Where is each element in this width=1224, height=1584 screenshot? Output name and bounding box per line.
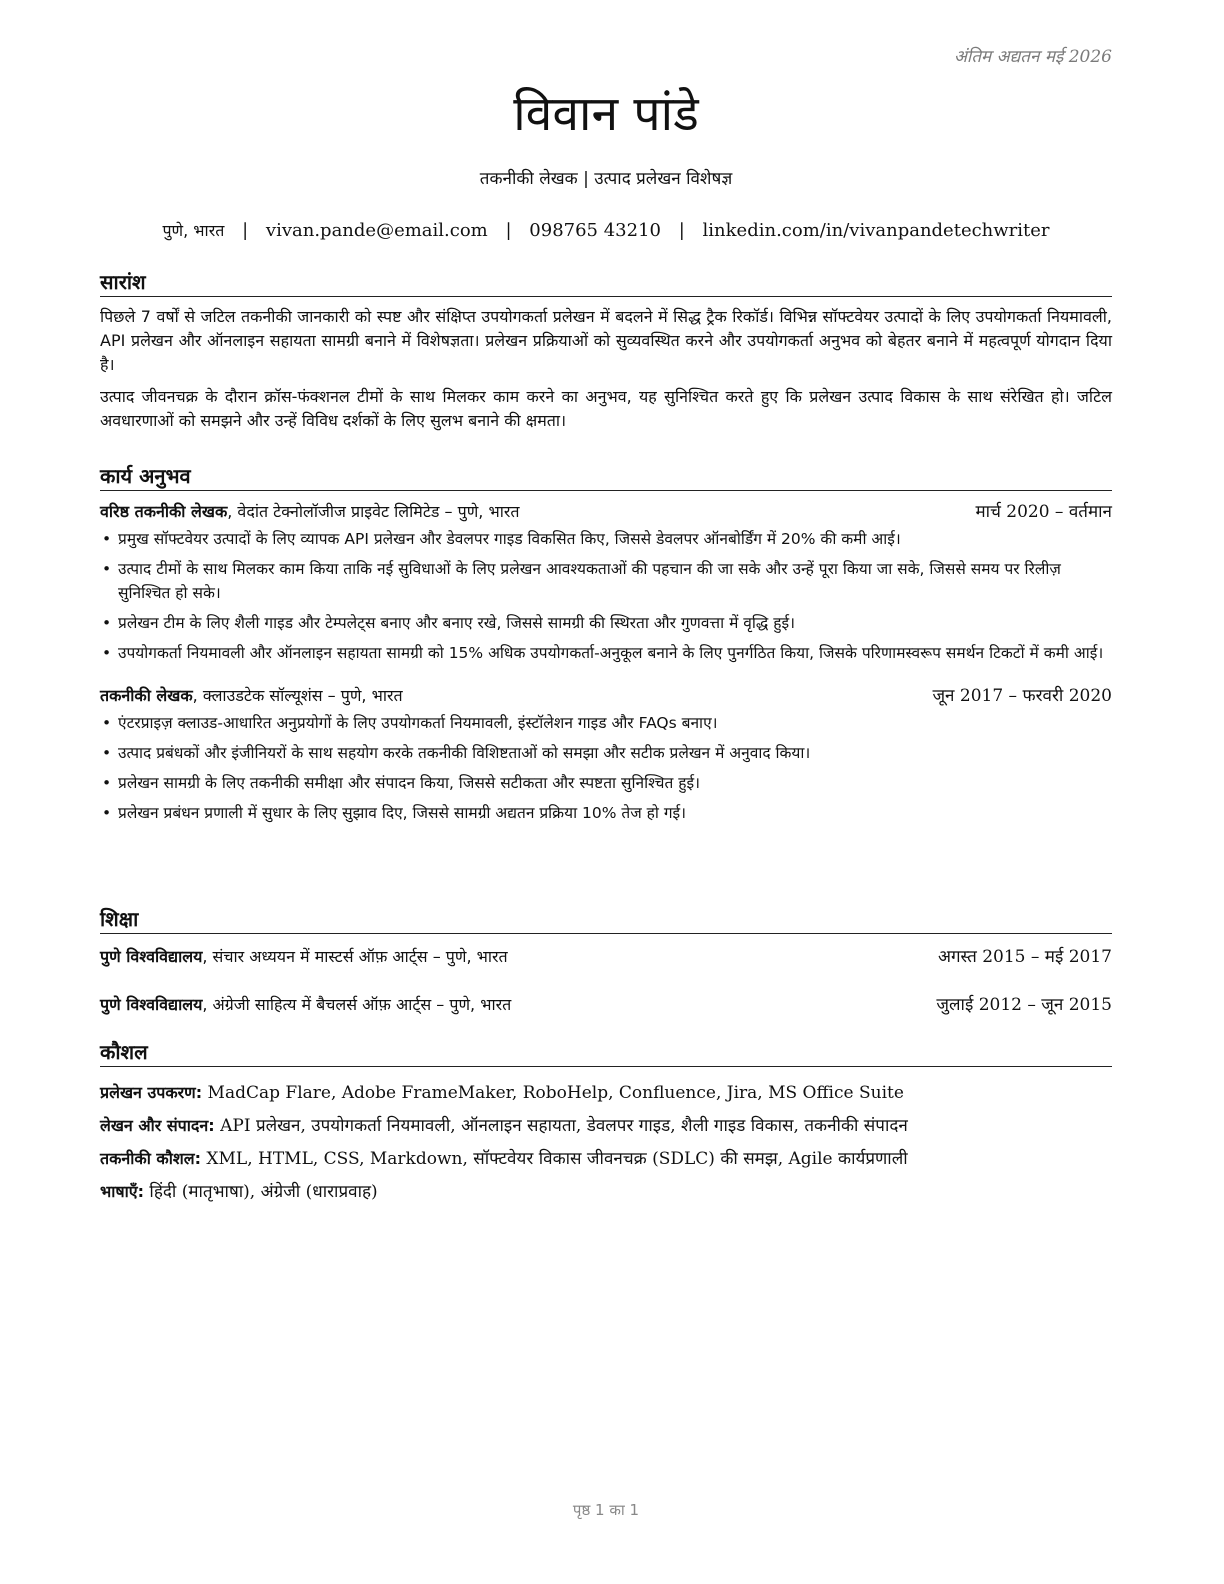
skill-row: [100, 1180, 1112, 1204]
skill-value: XML, HTML, CSS, Markdown, सॉफ्टवेयर विकास जीवनचक्र (SDLC) की समझ, Agile कार्यप्रणाली: [201, 1149, 908, 1169]
job-bullet: • उत्पाद टीमों के साथ मिलकर काम किया ताकि नई सुविधाओं के लिए प्रलेखन आवश्यकताओं की पहचान की जा सके और उन्हें पूरा किया जा सके, जिससे समय पर रिलीज़ सुनिश्चित हो सके।: [100, 557, 1112, 605]
contact-separator: |: [242, 220, 249, 241]
job-role: वरिष्ठ तकनीकी लेखक: [100, 502, 228, 521]
experience-section: [100, 462, 1112, 831]
job-organization: , क्लाउडटेक सॉल्यूशंस – पुणे, भारत: [192, 686, 403, 705]
education-entry: [100, 944, 1112, 970]
job-bullet: • प्रमुख सॉफ्टवेयर उत्पादों के लिए व्यापक API प्रलेखन और डेवलपर गाइड विकसित किए, जिससे डेवलपर ऑनबोर्डिंग में 20% की कमी आई।: [100, 527, 1112, 551]
skill-value: हिंदी (मातृभाषा), अंग्रेजी (धाराप्रवाह): [144, 1182, 378, 1202]
job-bullets: [100, 527, 1112, 665]
education-dates: अगस्त 2015 – मई 2017: [937, 947, 1112, 967]
job-bullet: • एंटरप्राइज़ क्लाउड-आधारित अनुप्रयोगों के लिए उपयोगकर्ता नियमावली, इंस्टॉलेशन गाइड और FAQs बनाए।: [100, 711, 1112, 735]
contact-email[interactable]: vivan.pande@email.com: [265, 220, 488, 241]
job-entry: [100, 683, 1112, 825]
skill-label: भाषाएँ:: [100, 1182, 145, 1201]
job-dates: जून 2017 – फरवरी 2020: [932, 686, 1112, 706]
job-bullet: • प्रलेखन टीम के लिए शैली गाइड और टेम्पलेट्स बनाए और बनाए रखे, जिससे सामग्री की स्थिरता और गुणवत्ता में वृद्धि हुई।: [100, 611, 1112, 635]
education-school: पुणे विश्वविद्यालय: [100, 947, 203, 966]
skill-value: MadCap Flare, Adobe FrameMaker, RoboHelp, Confluence, Jira, MS Office Suite: [202, 1083, 904, 1103]
skill-row: [100, 1114, 1112, 1138]
section-title-skills: कौशल: [100, 1038, 1112, 1067]
resume-page: [100, 0, 1112, 1584]
contact-separator: |: [678, 220, 685, 241]
section-title-summary: सारांश: [100, 268, 1112, 297]
job-bullet: • प्रलेखन सामग्री के लिए तकनीकी समीक्षा और संपादन किया, जिससे सटीकता और स्पष्टता सुनिश्चित हुई।: [100, 771, 1112, 795]
page-number: पृष्ठ 1 का 1: [572, 1501, 640, 1519]
job-bullet: • उत्पाद प्रबंधकों और इंजीनियरों के साथ सहयोग करके तकनीकी विशिष्टताओं को समझा और सटीक प्रलेखन में अनुवाद किया।: [100, 741, 1112, 765]
job-bullets: [100, 711, 1112, 825]
skill-row: [100, 1081, 1112, 1105]
contact-linkedin[interactable]: linkedin.com/in/vivanpandetechwriter: [702, 220, 1050, 241]
education-degree: , संचार अध्ययन में मास्टर्स ऑफ़ आर्ट्स – पुणे, भारत: [202, 947, 508, 966]
education-entry: [100, 992, 1112, 1018]
job-bullet: • प्रलेखन प्रबंधन प्रणाली में सुधार के लिए सुझाव दिए, जिससे सामग्री अद्यतन प्रक्रिया 10% तेज हो गई।: [100, 801, 1112, 825]
contact-phone: 098765 43210: [529, 220, 661, 241]
skill-row: [100, 1147, 1112, 1171]
job-header: [100, 499, 1112, 525]
last-updated: अंतिम अद्यतन मई 2026: [953, 47, 1112, 67]
section-title-experience: कार्य अनुभव: [100, 462, 1112, 491]
job-bullet: • उपयोगकर्ता नियमावली और ऑनलाइन सहायता सामग्री को 15% अधिक उपयोगकर्ता-अनुकूल बनाने के लिए पुनर्गठित किया, जिसके परिणामस्वरूप समर्थन टिकटों में कमी आई।: [100, 641, 1112, 665]
job-organization: , वेदांत टेक्नोलॉजीज प्राइवेट लिमिटेड – पुणे, भारत: [227, 502, 520, 521]
candidate-name: विवान पांडे: [513, 86, 699, 142]
job-role: तकनीकी लेखक: [100, 686, 193, 705]
contact-line: [100, 219, 1112, 241]
skill-label: प्रलेखन उपकरण:: [100, 1083, 203, 1102]
skill-label: लेखन और संपादन:: [100, 1116, 215, 1135]
education-dates: जुलाई 2012 – जून 2015: [936, 995, 1112, 1015]
skill-label: तकनीकी कौशल:: [100, 1149, 201, 1168]
job-dates: मार्च 2020 – वर्तमान: [975, 502, 1112, 522]
education-degree: , अंग्रेजी साहित्य में बैचलर्स ऑफ़ आर्ट्स – पुणे, भारत: [202, 995, 512, 1014]
summary-section: [100, 268, 1112, 441]
summary-paragraph: पिछले 7 वर्षों से जटिल तकनीकी जानकारी को स्पष्ट और संक्षिप्त उपयोगकर्ता प्रलेखन में बदलने में सिद्ध ट्रैक रिकॉर्ड। विभिन्न सॉफ्टवेयर उत्पादों के लिए उपयोगकर्ता नियमावली, API प्रलेखन और ऑनलाइन सहायता सामग्री बनाने में विशेषज्ञता। प्रलेखन प्रक्रियाओं को सुव्यवस्थित करने और उपयोगकर्ता अनुभव को बेहतर बनाने में महत्वपूर्ण योगदान दिया है।: [100, 307, 1112, 374]
skills-section: [100, 1038, 1112, 1213]
education-school: पुणे विश्वविद्यालय: [100, 995, 203, 1014]
education-section: [100, 905, 1112, 1018]
section-title-education: शिक्षा: [100, 905, 1112, 934]
headline: तकनीकी लेखक | उत्पाद प्रलेखन विशेषज्ञ: [479, 169, 733, 189]
contact-separator: |: [505, 220, 512, 241]
job-header: [100, 683, 1112, 709]
summary-paragraph: उत्पाद जीवनचक्र के दौरान क्रॉस-फंक्शनल टीमों के साथ मिलकर काम करने का अनुभव, यह सुनिश्चित करते हुए कि प्रलेखन उत्पाद विकास के साथ संरेखित हो। जटिल अवधारणाओं को समझने और उन्हें विविध दर्शकों के लिए सुलभ बनाने की क्षमता।: [100, 387, 1112, 430]
skill-value: API प्रलेखन, उपयोगकर्ता नियमावली, ऑनलाइन सहायता, डेवलपर गाइड, शैली गाइड विकास, तकनीकी संपादन: [214, 1116, 908, 1136]
job-entry: [100, 499, 1112, 665]
contact-location: पुणे, भारत: [162, 221, 225, 240]
